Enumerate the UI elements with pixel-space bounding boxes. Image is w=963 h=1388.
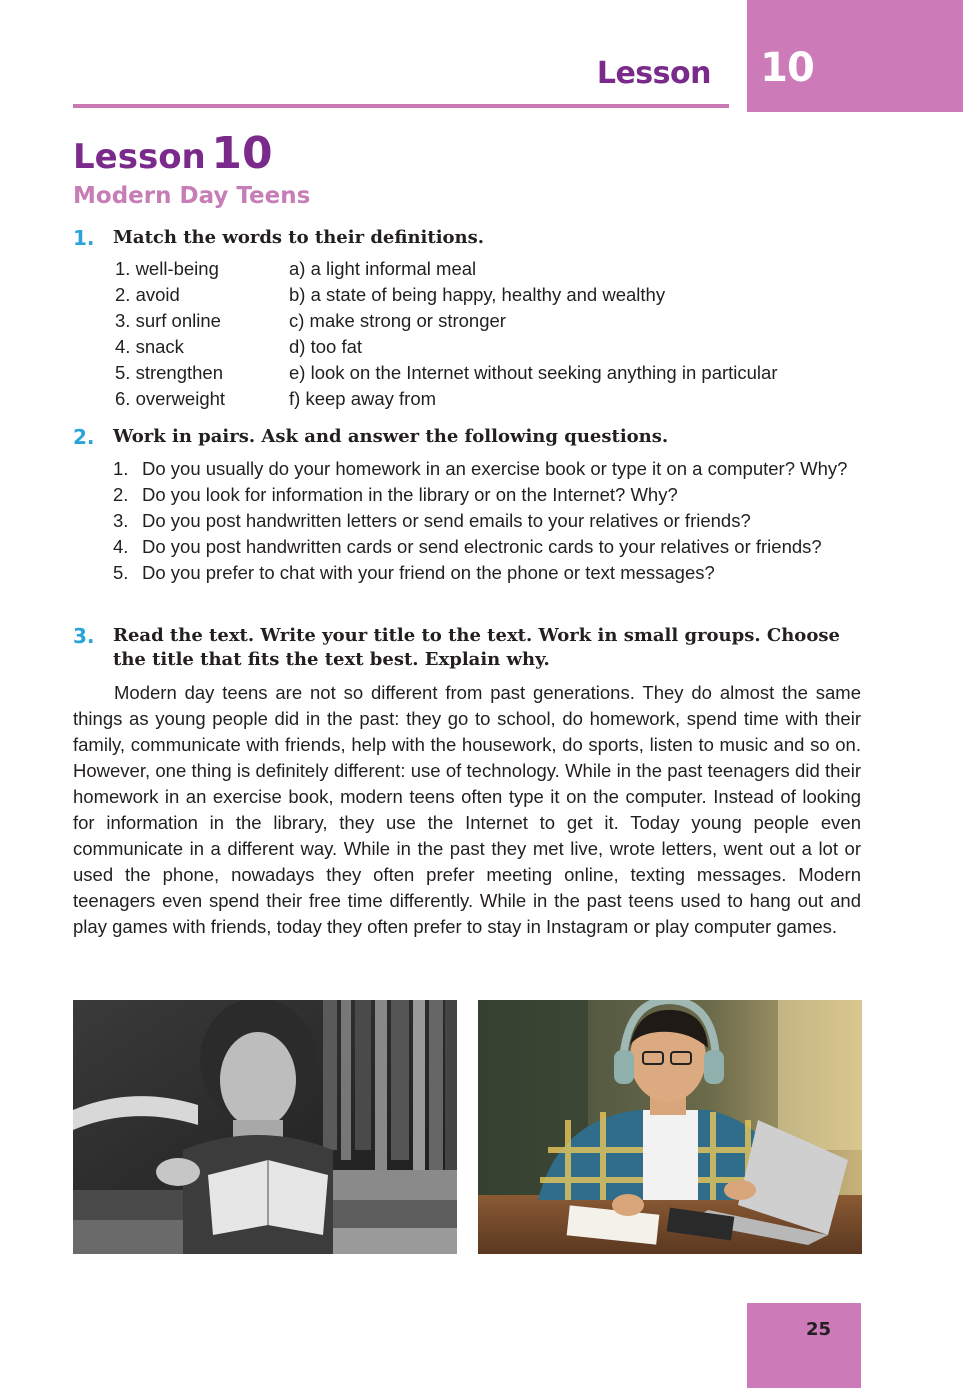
task2-instruction: Work in pairs. Ask and answer the following questions. — [113, 426, 669, 447]
question-text: Do you post handwritten cards or send electronic cards to your relatives or friends? — [142, 536, 822, 557]
task3-instruction: Read the text. Write your title to the text. Work in small groups. Choose the title that fits the text best. Explain why. — [113, 625, 840, 670]
page-number-box — [747, 1303, 861, 1388]
title-word: Lesson — [73, 137, 206, 177]
task2-number: 2. — [73, 425, 95, 449]
question-number: 2. — [113, 484, 129, 505]
header-number-box — [747, 0, 963, 112]
photo-boy-laptop-image — [478, 1000, 862, 1254]
match-word: 2. avoid — [115, 284, 180, 305]
page-number: 25 — [805, 1319, 832, 1340]
title-number: 10 — [211, 128, 273, 179]
header-rule — [73, 104, 729, 108]
question-text: Do you usually do your homework in an exercise book or type it on a computer? Why? — [142, 458, 848, 479]
header-lesson-label: Lesson — [596, 56, 711, 91]
match-definition: f) keep away from — [289, 388, 437, 409]
question-number: 5. — [113, 562, 129, 583]
question-item — [113, 534, 862, 560]
task3-number: 3. — [73, 624, 95, 648]
reading-passage: Modern day teens are not so different from past generations. They do almost the same things as young people did in the past: they go to school, do homework, spend time with their family, communicate with friends, help with the housework, do sports, listen to music and so on. However, one thing is definitely different: use of technology. While in the past teenagers did their homework in an exercise book, modern teens often type it on the computer. Instead of looking for information in the library, they use the Internet to get it. Today young people even communicate in a different way. While in the past they met live, wrote letters, went out a lot or used the phone, nowadays they often prefer meeting online, texting messages. Modern teenagers even spend their free time differently. While in the past teens used to hang out and play games with friends, today they often prefer to stay in Instagram or play computer games. — [73, 682, 861, 937]
match-definition: c) make strong or stronger — [289, 310, 506, 331]
page-title — [73, 128, 273, 179]
match-word: 6. overweight — [115, 388, 226, 409]
match-definition: e) look on the Internet without seeking anything in particular — [289, 362, 778, 383]
match-definition: d) too fat — [289, 336, 363, 357]
question-number: 3. — [113, 510, 129, 531]
question-text: Do you post handwritten letters or send emails to your relatives or friends? — [142, 510, 751, 531]
question-list — [113, 456, 862, 586]
photo-girl-reading-library — [73, 1000, 457, 1254]
match-word: 1. well-being — [115, 258, 219, 279]
page-subtitle: Modern Day Teens — [73, 183, 311, 209]
match-word: 5. strengthen — [115, 362, 223, 383]
photo-boy-laptop-headphones — [478, 1000, 862, 1254]
question-text: Do you look for information in the library or on the Internet? Why? — [142, 484, 678, 505]
question-number: 1. — [113, 458, 129, 479]
match-word: 3. surf online — [115, 310, 221, 331]
photo-girl-reading-image — [73, 1000, 457, 1254]
match-word: 4. snack — [115, 336, 184, 357]
match-definition: b) a state of being happy, healthy and wealthy — [289, 284, 666, 305]
header-lesson-number: 10 — [760, 45, 814, 91]
question-number: 4. — [113, 536, 129, 557]
task1-number: 1. — [73, 226, 95, 250]
question-item — [113, 560, 862, 586]
question-item — [113, 482, 862, 508]
task1-instruction: Match the words to their definitions. — [113, 227, 485, 248]
question-item — [113, 456, 862, 482]
question-text: Do you prefer to chat with your friend on the phone or text messages? — [142, 562, 715, 583]
question-item — [113, 508, 862, 534]
match-definition: a) a light informal meal — [289, 258, 477, 279]
